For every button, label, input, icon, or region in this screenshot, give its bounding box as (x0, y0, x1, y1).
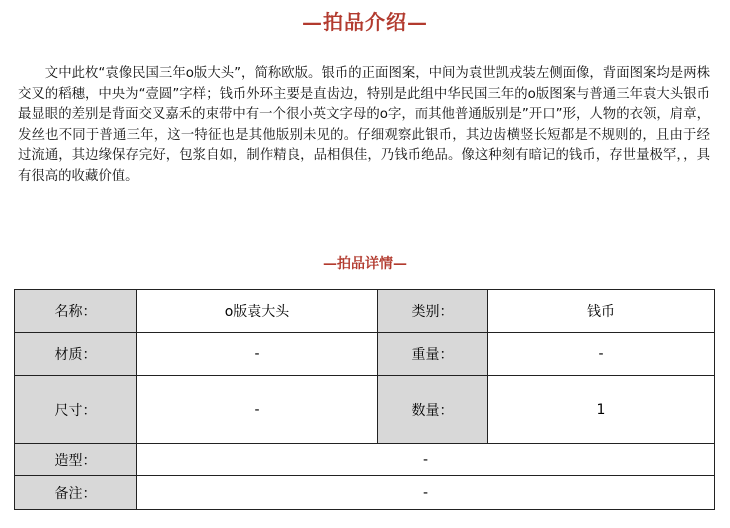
size-value: - (137, 376, 378, 444)
table-row (15, 290, 715, 333)
material-value: - (137, 333, 378, 376)
name-label: 名称： (15, 290, 137, 333)
note-label: 备注： (15, 476, 137, 510)
intro-paragraph: 文中此枚“袁像民国三年o版大头”，简称欧版。银币的正面图案，中间为袁世凯戎装左侧面像，背面图案均是两株交叉的稻穗，中央为“壹圆”字样；钱币外环主要是直齿边，特别是此组中华民国三年的o版图案与普通三年袁大头银币最显眼的差别是背面交叉嘉禾的束带中有一个很小英文字母的o字，而其他普通版别是”开口”形，人物的衣领，肩章，发丝也不同于普通三年，这一特征也是其他版别未见的。仔细观察此银币，其边齿横竖长短都是不规则的，且由于经过流通，其边缘保存完好，包浆自如，制作精良，品相俱佳，乃钱币绝品。像这种刻有暗记的钱币，存世量极罕，，具有很高的收藏价值。 (18, 66, 710, 184)
table-row (15, 444, 715, 476)
table-row (15, 476, 715, 510)
table-row (15, 376, 715, 444)
name-value: o版袁大头 (137, 290, 378, 333)
note-value: - (137, 476, 715, 510)
page-title: —拍品介绍— (302, 10, 428, 34)
weight-label: 重量： (378, 333, 488, 376)
weight-value: - (488, 333, 715, 376)
quantity-value: 1 (488, 376, 715, 444)
category-label: 类别： (378, 290, 488, 333)
details-title: —拍品详情— (323, 256, 407, 272)
table-row (15, 333, 715, 376)
material-label: 材质： (15, 333, 137, 376)
size-label: 尺寸： (15, 376, 137, 444)
details-table (14, 289, 715, 510)
shape-value: - (137, 444, 715, 476)
quantity-label: 数量： (378, 376, 488, 444)
shape-label: 造型： (15, 444, 137, 476)
category-value: 钱币 (488, 290, 715, 333)
